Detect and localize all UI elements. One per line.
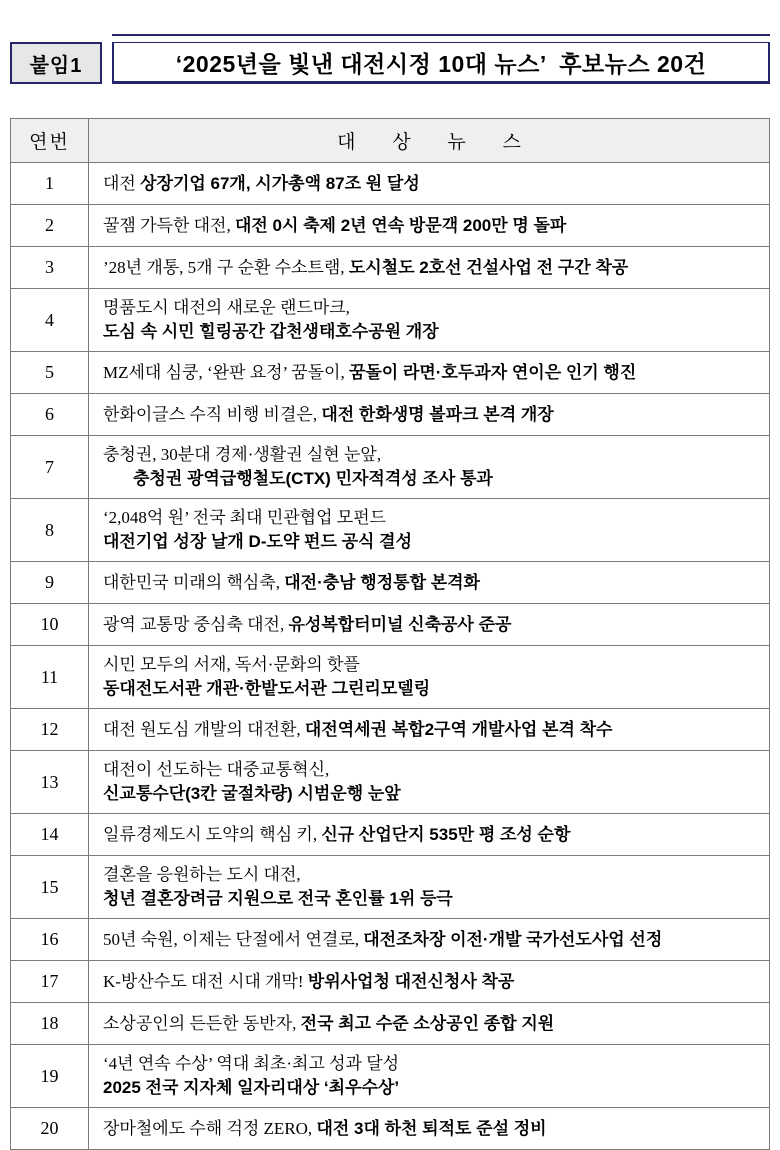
table-row <box>11 394 770 436</box>
table-row <box>11 814 770 856</box>
news-text-cell <box>89 709 770 751</box>
table-row <box>11 1045 770 1108</box>
news-lead-text: 장마철에도 수해 걱정 ZERO, <box>103 1118 317 1138</box>
news-highlight-text: 방위사업청 대전신청사 착공 <box>307 971 515 991</box>
news-table-body <box>11 163 770 1150</box>
table-row <box>11 289 770 352</box>
news-line <box>103 530 763 554</box>
news-lead-text: K-방산수도 대전 시대 개막! <box>103 971 308 991</box>
column-header-news: 대 상 뉴 스 <box>89 119 770 163</box>
news-text-cell <box>89 1045 770 1108</box>
news-text-cell <box>89 205 770 247</box>
table-row <box>11 751 770 814</box>
row-number: 3 <box>11 247 89 289</box>
news-highlight-text: 신규 산업단지 535만 평 조성 순항 <box>321 824 571 844</box>
news-lead-text: 명품도시 대전의 새로운 랜드마크, <box>103 298 350 317</box>
document-title-box <box>112 42 770 84</box>
news-lead-text: 시민 모두의 서재, 독서·문화의 핫플 <box>103 655 360 674</box>
news-lead-text: 한화이글스 수직 비행 비결은, <box>103 404 322 424</box>
news-highlight-text: 도심 속 시민 힐링공간 갑천생태호수공원 개장 <box>103 322 439 341</box>
row-number: 18 <box>11 1003 89 1045</box>
table-row <box>11 604 770 646</box>
news-line <box>103 296 763 320</box>
news-line <box>103 718 763 742</box>
news-text-cell <box>89 751 770 814</box>
news-table <box>10 118 770 1150</box>
news-line <box>103 1076 763 1100</box>
row-number: 14 <box>11 814 89 856</box>
news-line <box>103 1012 763 1036</box>
attachment-label: 붙임1 <box>29 54 83 77</box>
row-number: 4 <box>11 289 89 352</box>
page-title: ‘2025년을 빛낸 대전시정 10대 뉴스’ 후보뉴스 20건 <box>175 50 707 77</box>
news-line <box>103 782 763 806</box>
news-table-header <box>11 119 770 163</box>
news-highlight-text: 신교통수단(3칸 굴절차량) 시범운행 눈앞 <box>103 784 401 803</box>
news-highlight-text: 대전기업 성장 날개 D-도약 펀드 공식 결성 <box>103 532 413 551</box>
news-highlight-text: 상장기업 67개, 시가총액 87조 원 달성 <box>140 173 420 193</box>
news-text-cell <box>89 919 770 961</box>
row-number: 19 <box>11 1045 89 1108</box>
table-row <box>11 163 770 205</box>
table-row <box>11 919 770 961</box>
news-text-cell <box>89 961 770 1003</box>
news-text-cell <box>89 247 770 289</box>
news-lead-text: 50년 숙원, 이제는 단절에서 연결로, <box>103 929 364 949</box>
news-text-cell <box>89 394 770 436</box>
news-highlight-text: 대전역세권 복합2구역 개발사업 본격 착수 <box>304 719 613 739</box>
news-lead-text: ‘2,048억 원’ 전국 최대 민관협업 모펀드 <box>103 508 387 527</box>
news-highlight-text: 대전조차장 이전·개발 국가선도사업 선정 <box>363 929 663 949</box>
row-number: 12 <box>11 709 89 751</box>
news-highlight-text: 도시철도 2호선 건설사업 전 구간 착공 <box>348 257 629 277</box>
row-number: 6 <box>11 394 89 436</box>
attachment-banner <box>10 42 770 84</box>
news-line <box>103 823 763 847</box>
news-lead-text: 대전 <box>103 173 141 193</box>
row-number: 17 <box>11 961 89 1003</box>
table-row <box>11 562 770 604</box>
table-row <box>11 646 770 709</box>
news-lead-text: MZ세대 심쿵, ‘완판 요정’ 꿈돌이, <box>103 362 349 382</box>
news-line <box>103 887 763 911</box>
news-highlight-text: 대전 한화생명 볼파크 본격 개장 <box>321 404 554 424</box>
news-text-cell <box>89 352 770 394</box>
news-line <box>103 443 763 467</box>
news-line <box>103 571 763 595</box>
news-line <box>103 403 763 427</box>
news-line <box>103 214 763 238</box>
news-line <box>103 613 763 637</box>
table-row <box>11 961 770 1003</box>
row-number: 10 <box>11 604 89 646</box>
news-highlight-text: 대전 0시 축제 2년 연속 방문객 200만 명 돌파 <box>234 215 567 235</box>
news-lead-text: 결혼을 응원하는 도시 대전, <box>103 865 301 884</box>
table-row <box>11 709 770 751</box>
table-row <box>11 205 770 247</box>
news-text-cell <box>89 163 770 205</box>
row-number: 9 <box>11 562 89 604</box>
news-lead-text: 소상공인의 든든한 동반자, <box>103 1013 301 1033</box>
news-highlight-text: 동대전도서관 개관·한밭도서관 그린리모델링 <box>103 679 431 698</box>
news-line <box>103 758 763 782</box>
news-lead-text: 대전 원도심 개발의 대전환, <box>103 719 305 739</box>
row-number: 5 <box>11 352 89 394</box>
news-lead-text: 대전이 선도하는 대중교통혁신, <box>103 760 330 779</box>
news-line <box>103 320 763 344</box>
news-text-cell <box>89 1003 770 1045</box>
row-number: 13 <box>11 751 89 814</box>
news-lead-text: 대한민국 미래의 핵심축, <box>103 572 285 592</box>
news-line <box>103 653 763 677</box>
news-line <box>103 970 763 994</box>
row-number: 2 <box>11 205 89 247</box>
news-text-cell <box>89 856 770 919</box>
news-highlight-text: 대전·충남 행정통합 본격화 <box>284 572 480 592</box>
header-row <box>11 119 770 163</box>
news-lead-text: 충청권, 30분대 경제·생활권 실현 눈앞, <box>103 445 382 464</box>
news-highlight-text: 충청권 광역급행철도(CTX) 민자적격성 조사 통과 <box>133 469 493 488</box>
news-lead-text: 일류경제도시 도약의 핵심 키, <box>103 824 322 844</box>
news-highlight-text: 대전 3대 하천 퇴적토 준설 정비 <box>316 1118 547 1138</box>
row-number: 7 <box>11 436 89 499</box>
table-row <box>11 352 770 394</box>
table-row <box>11 1003 770 1045</box>
news-highlight-text: 유성복합터미널 신축공사 준공 <box>288 614 512 634</box>
news-text-cell <box>89 814 770 856</box>
news-highlight-text: 전국 최고 수준 소상공인 종합 지원 <box>300 1013 555 1033</box>
news-lead-text: 광역 교통망 중심축 대전, <box>103 614 289 634</box>
table-row <box>11 436 770 499</box>
news-lead-text: ‘4년 연속 수상’ 역대 최초·최고 성과 달성 <box>103 1054 400 1073</box>
news-line <box>103 361 763 385</box>
news-line <box>103 863 763 887</box>
row-number: 20 <box>11 1108 89 1150</box>
news-line <box>103 928 763 952</box>
attachment-label-box <box>10 42 102 84</box>
news-line <box>103 467 763 491</box>
row-number: 16 <box>11 919 89 961</box>
news-highlight-text: 꿈돌이 라면·호두과자 연이은 인기 행진 <box>348 362 637 382</box>
column-header-no: 연번 <box>11 119 89 163</box>
row-number: 8 <box>11 499 89 562</box>
news-text-cell <box>89 499 770 562</box>
news-text-cell <box>89 646 770 709</box>
news-lead-text: ’28년 개통, 5개 구 순환 수소트램, <box>103 257 349 277</box>
table-row <box>11 499 770 562</box>
news-line <box>103 172 763 196</box>
news-highlight-text: 청년 결혼장려금 지원으로 전국 혼인률 1위 등극 <box>103 889 453 908</box>
table-row <box>11 856 770 919</box>
news-text-cell <box>89 562 770 604</box>
row-number: 15 <box>11 856 89 919</box>
table-row <box>11 247 770 289</box>
row-number: 11 <box>11 646 89 709</box>
row-number: 1 <box>11 163 89 205</box>
news-line <box>103 677 763 701</box>
news-text-cell <box>89 604 770 646</box>
news-lead-text: 꿀잼 가득한 대전, <box>103 215 235 235</box>
news-line <box>103 256 763 280</box>
news-text-cell <box>89 436 770 499</box>
news-text-cell <box>89 289 770 352</box>
news-highlight-text: 2025 전국 지자체 일자리대상 ‘최우수상’ <box>103 1078 400 1097</box>
news-line <box>103 1052 763 1076</box>
news-line <box>103 506 763 530</box>
